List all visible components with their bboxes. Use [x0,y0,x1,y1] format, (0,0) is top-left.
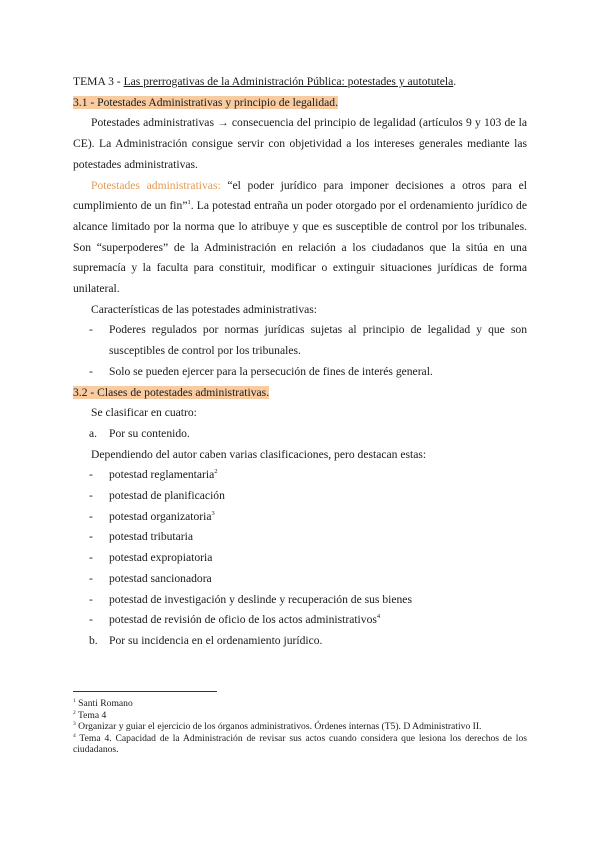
section-heading-3-2: 3.2 - Clases de potestades administrativas. [73,385,270,399]
list-item: - potestad reglamentaria$^2$ [89,468,218,482]
list-item: - Solo se pueden ejercer para la persecución de fines de interés general. [89,364,433,378]
list-item: - potestad tributaria [89,530,194,544]
list-item-b: b. Por su incidencia en el ordenamiento jurídico. [89,633,323,647]
footnote: $^3$ Organizar y guiar el ejercicio de los órganos administrativos. Órdenes internas (T5). D Administrativo II. [73,721,482,732]
list-item: - potestad de planificación [89,489,225,503]
list-item: - potestad organizatoria$^3$ [89,509,215,523]
footnote-ref[interactable]: 2 [214,468,218,476]
list-item: - Poderes regulados por normas jurídicas sujetas al principio de legalidad y que son susceptibles de control por los tribunales. [89,323,527,358]
section-heading-3-1: 3.1 - Potestades Administrativas y principio de legalidad. [73,95,338,109]
highlighted-term: Potestades administrativas: [91,178,221,192]
paragraph-definition: Potestades administrativas: “el poder jurídico para imponer decisiones a otros para el cumplimiento de un fin”$^1$. La potestad entraña un poder otorgado por el ordenamiento jurídico de alcance limitado por la norma que lo atribuye y que es susceptible de control por los tribunales. Son “superpoderes” de la Administración en relación a los ciudadanos que la sitúa en una supremacía y la faculta para constituir, modificar o extinguir situaciones jurídicas de forma unilateral. [73,178,527,296]
footnote-ref[interactable]: 1 [187,199,191,207]
footnote: $^2$ Tema 4 [73,709,107,721]
document-title: TEMA 3 - Las prerrogativas de la Administración Pública: potestades y autotutela. [73,75,457,88]
characteristics-intro: Características de las potestades administrativas: [91,302,318,316]
classification-intro: Se clasificar en cuatro: [91,406,197,420]
footnote: $^4$ Tema 4. Capacidad de la Administración de revisar sus actos cuando considera que lesiona los derechos de los ciudadanos. [73,732,527,755]
footnote-ref[interactable]: 4 [376,613,381,621]
classification-note: Dependiendo del autor caben varias clasificaciones, pero destacan estas: [91,447,427,461]
list-item: - potestad de revisión de oficio de los actos administrativos$^4$ [89,613,381,627]
document-body [73,72,527,652]
list-item: - potestad sancionadora [89,571,212,585]
paragraph-potestades: Potestades administrativas → consecuencia del principio de legalidad (artículos 9 y 103 de la CE). La Administración consigue servir con objetividad a los intereses generales mediante las potestades administrativas. [73,116,527,171]
footnote-separator [73,691,217,692]
list-item: - potestad de investigación y deslinde y recuperación de sus bienes [89,592,412,606]
potestades-list [73,465,527,631]
footnote-ref[interactable]: 3 [211,509,215,517]
list-item-a: a. Por su contenido. [89,426,190,440]
footnote: $^1$ Santi Romano [73,698,133,709]
list-item: - potestad expropiatoria [89,551,213,565]
footnotes [73,698,527,756]
